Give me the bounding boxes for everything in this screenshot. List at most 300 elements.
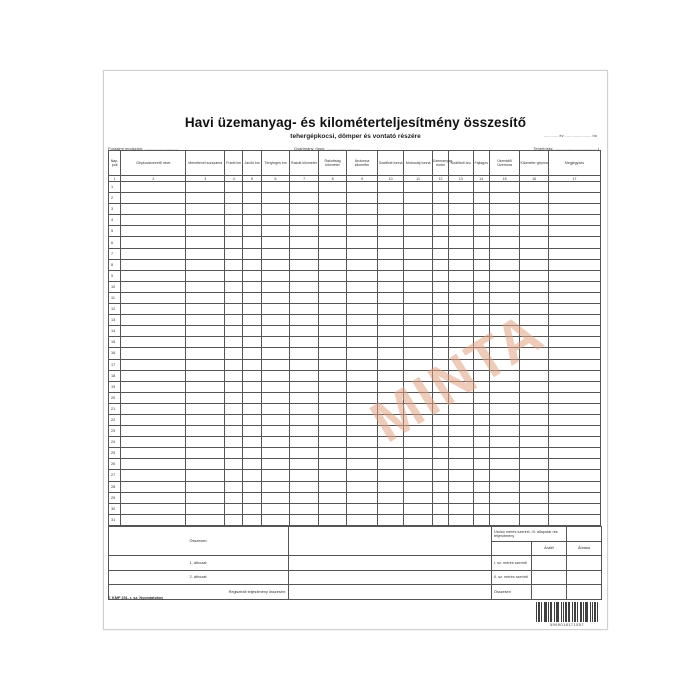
table-cell (261, 448, 290, 459)
table-row (109, 459, 601, 470)
table-cell (318, 470, 347, 481)
table-cell (432, 359, 448, 370)
table-cell (261, 492, 290, 503)
table-cell (318, 426, 347, 437)
table-cell (520, 237, 549, 248)
table-cell (225, 326, 243, 337)
table-cell (347, 259, 378, 270)
table-cell (186, 514, 225, 525)
table-cell (347, 326, 378, 337)
column-header: Menetlevél sorszáma (186, 151, 225, 176)
table-cell (404, 326, 433, 337)
table-cell (377, 403, 403, 414)
table-cell (548, 281, 600, 292)
table-cell (449, 414, 473, 425)
table-cell (318, 237, 347, 248)
table-cell (548, 270, 600, 281)
table-cell (473, 381, 489, 392)
vehicle-type-field: Gyártmány, típus: .............................. (294, 146, 360, 151)
form-title: Havi üzemanyag- és kilométerteljesítmény összesítő (184, 115, 527, 130)
barcode-bar (554, 602, 555, 622)
table-row (109, 248, 601, 259)
table-cell (548, 503, 600, 514)
table-cell (243, 514, 261, 525)
table-cell (489, 315, 520, 326)
table-cell (432, 315, 448, 326)
table-cell (290, 193, 319, 204)
table-cell (186, 448, 225, 459)
table-cell (243, 437, 261, 448)
table-cell (377, 459, 403, 470)
table-cell (432, 226, 448, 237)
table-cell (318, 481, 347, 492)
table-cell (520, 381, 549, 392)
day-number: 16 (109, 348, 121, 359)
table-cell (489, 426, 520, 437)
table-cell (290, 237, 319, 248)
table-cell (520, 492, 549, 503)
table-cell (347, 370, 378, 381)
table-cell (243, 503, 261, 514)
table-cell (377, 215, 403, 226)
table-cell (225, 304, 243, 315)
table-cell (290, 248, 319, 259)
column-number: 6 (261, 176, 290, 182)
table-cell (473, 437, 489, 448)
barcode-bar (551, 602, 552, 622)
table-cell (449, 270, 473, 281)
table-cell (186, 248, 225, 259)
day-number: 23 (109, 426, 121, 437)
table-cell (186, 492, 225, 503)
table-cell (225, 503, 243, 514)
table-cell (186, 304, 225, 315)
column-number: 5 (243, 176, 261, 182)
table-cell (520, 315, 549, 326)
right-col-a: Áraléi (532, 541, 567, 556)
barcode-icon (536, 602, 598, 624)
table-cell (318, 182, 347, 193)
table-cell (489, 292, 520, 303)
barcode-bar (568, 602, 569, 622)
table-cell (473, 470, 489, 481)
table-cell (377, 259, 403, 270)
table-cell (520, 459, 549, 470)
table-cell (347, 492, 378, 503)
table-cell (377, 193, 403, 204)
table-cell (489, 281, 520, 292)
table-cell (377, 448, 403, 459)
barcode-bar (536, 602, 537, 622)
table-cell (121, 226, 186, 237)
table-cell (121, 392, 186, 403)
table-cell (347, 459, 378, 470)
barcode-bar (574, 602, 575, 622)
table-cell (404, 248, 433, 259)
table-row (109, 426, 601, 437)
table-cell (449, 204, 473, 215)
table-cell (225, 492, 243, 503)
table-cell (489, 370, 520, 381)
table-row (109, 481, 601, 492)
table-cell (489, 492, 520, 503)
table-cell (225, 448, 243, 459)
day-number: 28 (109, 481, 121, 492)
table-cell (489, 359, 520, 370)
barcode-bar (548, 602, 549, 622)
footer-table (108, 526, 601, 596)
total-label: Összesen: (109, 527, 289, 556)
table-cell (243, 281, 261, 292)
table-cell (121, 403, 186, 414)
table-cell (520, 281, 549, 292)
day-number: 24 (109, 437, 121, 448)
table-cell (377, 237, 403, 248)
day-number: 1 (109, 182, 121, 193)
table-cell (432, 281, 448, 292)
table-cell (318, 392, 347, 403)
table-cell (377, 226, 403, 237)
table-cell (261, 315, 290, 326)
table-cell (404, 481, 433, 492)
table-cell (520, 514, 549, 525)
table-cell (432, 481, 448, 492)
table-cell (489, 182, 520, 193)
table-cell (121, 315, 186, 326)
table-cell (548, 248, 600, 259)
table-cell (243, 348, 261, 359)
right-title: Utolsó mérés szerinti, III. állapotár rés teljesítmény (492, 527, 567, 542)
table-cell (432, 459, 448, 470)
table-cell (449, 459, 473, 470)
table-cell (489, 337, 520, 348)
barcode-bar (597, 602, 598, 622)
table-cell (347, 414, 378, 425)
table-cell (186, 481, 225, 492)
table-row (109, 315, 601, 326)
table-cell (347, 237, 378, 248)
table-cell (520, 304, 549, 315)
table-cell (121, 237, 186, 248)
table-cell (347, 204, 378, 215)
table-cell (449, 381, 473, 392)
column-header: Rakott kilométer (290, 151, 319, 176)
table-cell (290, 281, 319, 292)
table-cell (377, 392, 403, 403)
column-number: 10 (377, 176, 403, 182)
table-cell (290, 426, 319, 437)
table-cell (473, 204, 489, 215)
table-cell (473, 259, 489, 270)
table-cell (473, 514, 489, 525)
table-row (109, 281, 601, 292)
barcode-bar (541, 602, 542, 622)
column-header: Üzemidő/Üzemóra (489, 151, 520, 176)
table-cell (318, 226, 347, 237)
table-cell (347, 392, 378, 403)
date-line: ............. év ........................ hó (543, 133, 597, 138)
table-cell (290, 226, 319, 237)
day-number: 4 (109, 215, 121, 226)
table-cell (261, 304, 290, 315)
table-row (109, 304, 601, 315)
table-cell (186, 348, 225, 359)
table-cell (243, 481, 261, 492)
table-cell (318, 337, 347, 348)
day-number: 11 (109, 292, 121, 303)
table-cell (489, 459, 520, 470)
table-cell (318, 270, 347, 281)
table-cell (318, 370, 347, 381)
table-cell (548, 348, 600, 359)
barcode-bar (545, 602, 546, 622)
column-number: 3 (186, 176, 225, 182)
table-cell (473, 237, 489, 248)
table-cell (121, 381, 186, 392)
barcode-bar (587, 602, 588, 622)
table-cell (347, 403, 378, 414)
barcode-bar (594, 602, 595, 622)
table-cell (473, 182, 489, 193)
table-cell (261, 237, 290, 248)
table-cell (347, 226, 378, 237)
table-cell (473, 215, 489, 226)
table-cell (186, 459, 225, 470)
day-number: 2 (109, 193, 121, 204)
table-cell (489, 193, 520, 204)
table-cell (404, 437, 433, 448)
table-cell (377, 315, 403, 326)
table-cell (121, 281, 186, 292)
table-cell (548, 326, 600, 337)
table-cell (225, 292, 243, 303)
table-cell (489, 470, 520, 481)
table-cell (290, 370, 319, 381)
table-cell (473, 226, 489, 237)
table-cell (449, 359, 473, 370)
table-cell (261, 403, 290, 414)
table-cell (548, 337, 600, 348)
table-cell (243, 237, 261, 248)
column-number: 9 (347, 176, 378, 182)
table-cell (347, 304, 378, 315)
table-cell (432, 370, 448, 381)
table-cell (404, 392, 433, 403)
day-number: 7 (109, 248, 121, 259)
table-cell (404, 414, 433, 425)
table-cell (318, 193, 347, 204)
table-cell (318, 514, 347, 525)
registered-total-label: Regisztrált teljesítmény összesen: (109, 585, 289, 600)
table-cell (449, 370, 473, 381)
table-cell (520, 248, 549, 259)
form-code: T. KMP 251. r. sz. Nyomtatvány (108, 596, 164, 600)
table-cell (243, 392, 261, 403)
table-row (109, 437, 601, 448)
day-number: 5 (109, 226, 121, 237)
table-cell (489, 226, 520, 237)
table-cell (290, 326, 319, 337)
table-cell (432, 204, 448, 215)
table-cell (449, 259, 473, 270)
table-cell (290, 414, 319, 425)
table-cell (243, 292, 261, 303)
column-header: Futott km (225, 151, 243, 176)
table-cell (520, 470, 549, 481)
table-cell (186, 403, 225, 414)
table-cell (261, 414, 290, 425)
table-cell (243, 304, 261, 315)
table-cell (261, 426, 290, 437)
table-cell (186, 292, 225, 303)
table-cell (243, 459, 261, 470)
day-number: 29 (109, 492, 121, 503)
table-row (109, 370, 601, 381)
table-cell (225, 348, 243, 359)
table-row (109, 403, 601, 414)
table-cell (473, 281, 489, 292)
day-number: 13 (109, 315, 121, 326)
table-cell (186, 193, 225, 204)
table-cell (432, 337, 448, 348)
table-cell (548, 292, 600, 303)
table-cell (449, 304, 473, 315)
table-cell (404, 237, 433, 248)
table-row (109, 226, 601, 237)
table-cell (290, 337, 319, 348)
table-cell (121, 304, 186, 315)
table-row (109, 193, 601, 204)
barcode-bar (577, 602, 578, 622)
data-table (108, 150, 601, 526)
table-cell (121, 370, 186, 381)
table-cell (377, 414, 403, 425)
table-cell (347, 337, 378, 348)
table-cell (432, 514, 448, 525)
table-cell (377, 304, 403, 315)
table-row (109, 448, 601, 459)
table-cell (225, 359, 243, 370)
table-cell (225, 237, 243, 248)
table-cell (261, 326, 290, 337)
table-cell (377, 270, 403, 281)
table-cell (186, 182, 225, 193)
table-cell (290, 315, 319, 326)
table-cell (121, 248, 186, 259)
table-cell (473, 304, 489, 315)
table-cell (186, 226, 225, 237)
table-cell (186, 437, 225, 448)
table-cell (290, 470, 319, 481)
table-cell (548, 315, 600, 326)
table-cell (261, 204, 290, 215)
table-cell (473, 292, 489, 303)
table-cell (347, 514, 378, 525)
table-cell (473, 414, 489, 425)
table-cell (548, 304, 600, 315)
table-cell (489, 514, 520, 525)
column-number: 17 (548, 176, 600, 182)
table-cell (548, 193, 600, 204)
table-cell (548, 392, 600, 403)
table-row (109, 470, 601, 481)
table-cell (243, 492, 261, 503)
table-cell (473, 359, 489, 370)
table-row (109, 326, 601, 337)
table-cell (243, 359, 261, 370)
table-cell (225, 437, 243, 448)
table-cell (225, 281, 243, 292)
table-cell (377, 426, 403, 437)
form-sheet (103, 70, 608, 630)
table-row (109, 215, 601, 226)
barcode-bar (569, 602, 570, 622)
table-cell (449, 481, 473, 492)
table-cell (489, 326, 520, 337)
column-header: Fajlagos (473, 151, 489, 176)
table-cell (186, 370, 225, 381)
day-number: 17 (109, 359, 121, 370)
table-cell (318, 437, 347, 448)
table-cell (432, 182, 448, 193)
table-cell (318, 292, 347, 303)
column-header: Gépkocsivezető neve (121, 151, 186, 176)
table-cell (186, 359, 225, 370)
table-cell (186, 470, 225, 481)
table-cell (243, 370, 261, 381)
table-cell (404, 348, 433, 359)
day-number: 27 (109, 470, 121, 481)
table-cell (121, 426, 186, 437)
table-cell (377, 292, 403, 303)
table-cell (489, 503, 520, 514)
table-cell (548, 182, 600, 193)
table-cell (347, 448, 378, 459)
table-cell (489, 204, 520, 215)
table-cell (548, 370, 600, 381)
table-cell (473, 270, 489, 281)
table-row (109, 514, 601, 525)
table-cell (520, 359, 549, 370)
watermark: MINTA (359, 299, 555, 455)
table-cell (225, 215, 243, 226)
table-cell (449, 326, 473, 337)
table-cell (121, 348, 186, 359)
table-cell (290, 503, 319, 514)
table-cell (225, 204, 243, 215)
table-cell (449, 237, 473, 248)
barcode-bar (586, 602, 587, 622)
table-cell (548, 481, 600, 492)
table-cell (449, 492, 473, 503)
table-cell (520, 193, 549, 204)
table-cell (404, 204, 433, 215)
table-cell (520, 503, 549, 514)
table-cell (261, 481, 290, 492)
table-row (109, 503, 601, 514)
table-cell (290, 459, 319, 470)
table-cell (225, 259, 243, 270)
right-row-3: Összesen (492, 585, 532, 600)
table-cell (520, 481, 549, 492)
table-cell (432, 270, 448, 281)
table-cell (449, 448, 473, 459)
table-row (109, 492, 601, 503)
day-number: 14 (109, 326, 121, 337)
table-cell (489, 304, 520, 315)
table-cell (473, 315, 489, 326)
table-cell (121, 459, 186, 470)
